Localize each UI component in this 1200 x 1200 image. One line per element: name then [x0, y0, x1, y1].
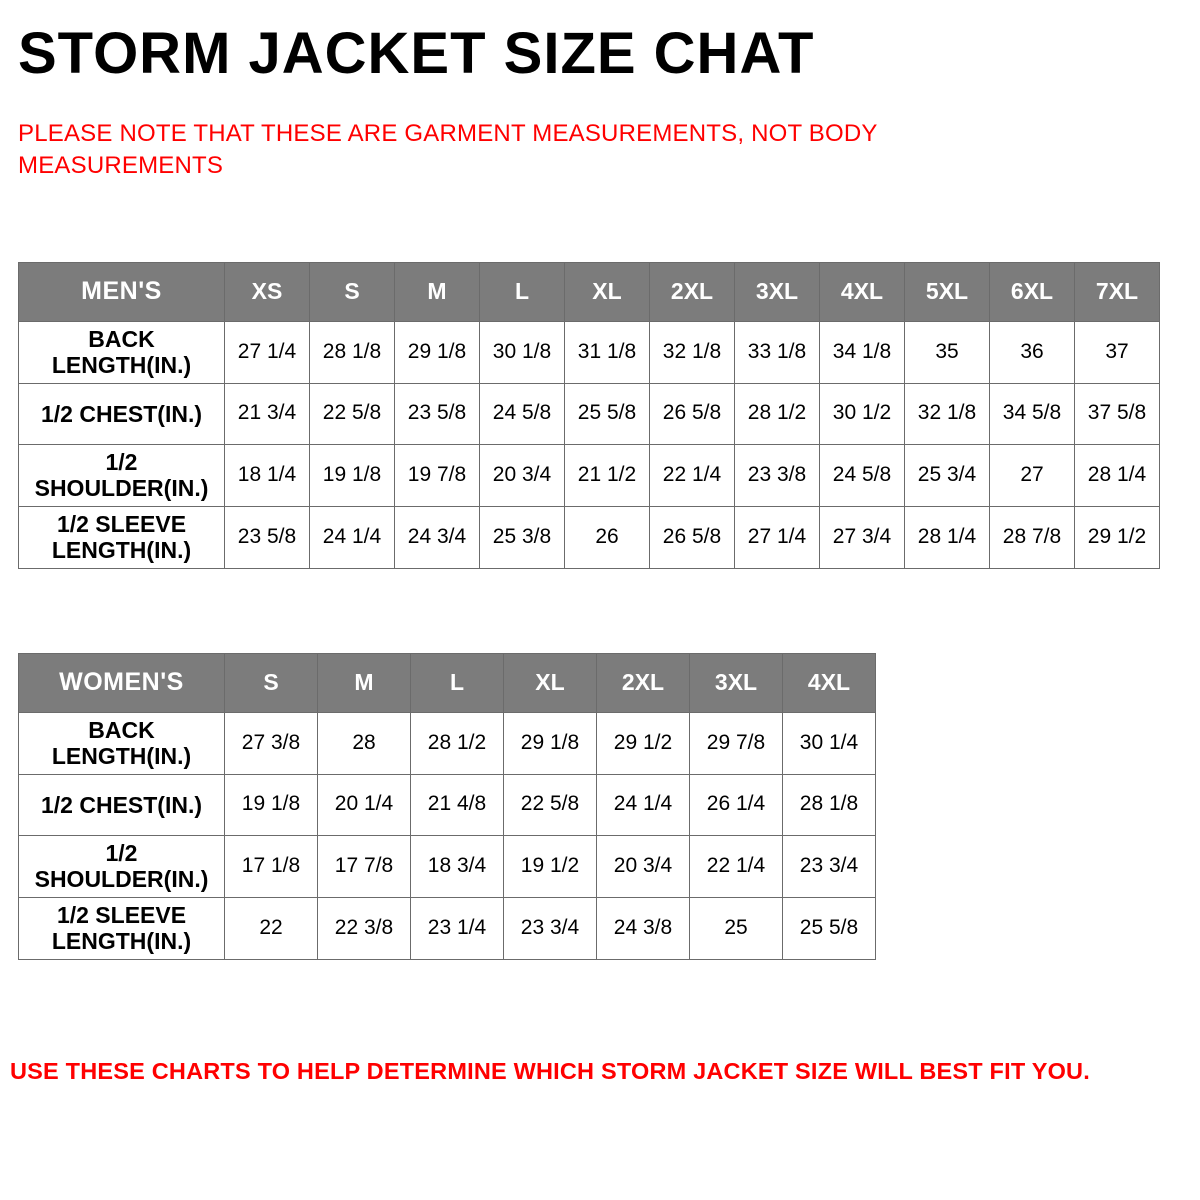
size-header-xs: XS	[225, 263, 310, 322]
measurement-cell: 19 7/8	[395, 444, 480, 506]
measurement-cell: 23 1/4	[411, 897, 504, 959]
measurement-cell: 24 3/4	[395, 506, 480, 568]
measurement-cell: 32 1/8	[905, 383, 990, 444]
measurement-cell: 29 1/2	[597, 713, 690, 775]
table-row	[19, 322, 1160, 384]
measurement-cell: 34 1/8	[820, 322, 905, 384]
size-header-4xl: 4XL	[783, 654, 876, 713]
measurement-note: PLEASE NOTE THAT THESE ARE GARMENT MEASUREMENTS, NOT BODY MEASUREMENTS	[18, 120, 878, 180]
measurement-cell: 22 3/8	[318, 897, 411, 959]
size-header-7xl: 7XL	[1075, 263, 1160, 322]
size-header-m: M	[318, 654, 411, 713]
measurement-cell: 21 1/2	[565, 444, 650, 506]
measurement-cell: 20 3/4	[597, 835, 690, 897]
measurement-cell: 26 5/8	[650, 383, 735, 444]
table-row	[19, 444, 1160, 506]
table-row	[19, 897, 876, 959]
size-header-4xl: 4XL	[820, 263, 905, 322]
measurement-cell: 27 3/8	[225, 713, 318, 775]
measurement-cell: 23 5/8	[395, 383, 480, 444]
measurement-cell: 19 1/8	[310, 444, 395, 506]
measurement-cell: 26 5/8	[650, 506, 735, 568]
measurement-cell: 26 1/4	[690, 774, 783, 835]
table-header-row	[19, 263, 1160, 322]
table-row	[19, 506, 1160, 568]
measurement-cell: 17 1/8	[225, 835, 318, 897]
mens-corner-label: MEN'S	[19, 263, 225, 322]
measurement-cell: 36	[990, 322, 1075, 384]
measurement-cell: 25 3/4	[905, 444, 990, 506]
measurement-row-label: 1/2 CHEST(IN.)	[19, 383, 225, 444]
measurement-row-label: BACK LENGTH(IN.)	[19, 322, 225, 384]
size-header-2xl: 2XL	[650, 263, 735, 322]
mens-size-table	[18, 262, 1160, 569]
measurement-cell: 19 1/2	[504, 835, 597, 897]
measurement-cell: 22 1/4	[690, 835, 783, 897]
measurement-cell: 17 7/8	[318, 835, 411, 897]
measurement-row-label: 1/2 SHOULDER(IN.)	[19, 835, 225, 897]
measurement-cell: 24 1/4	[310, 506, 395, 568]
measurement-cell: 20 3/4	[480, 444, 565, 506]
measurement-cell: 27 1/4	[735, 506, 820, 568]
measurement-cell: 18 3/4	[411, 835, 504, 897]
measurement-cell: 22 5/8	[504, 774, 597, 835]
measurement-cell: 29 7/8	[690, 713, 783, 775]
size-header-2xl: 2XL	[597, 654, 690, 713]
measurement-cell: 25 5/8	[783, 897, 876, 959]
womens-size-table-wrapper	[18, 653, 876, 960]
measurement-cell: 30 1/8	[480, 322, 565, 384]
measurement-cell: 27 3/4	[820, 506, 905, 568]
measurement-cell: 25 5/8	[565, 383, 650, 444]
measurement-cell: 29 1/8	[395, 322, 480, 384]
size-header-l: L	[480, 263, 565, 322]
measurement-cell: 33 1/8	[735, 322, 820, 384]
mens-table-header	[19, 263, 1160, 322]
measurement-row-label: BACK LENGTH(IN.)	[19, 713, 225, 775]
measurement-cell: 24 1/4	[597, 774, 690, 835]
measurement-cell: 28	[318, 713, 411, 775]
size-header-s: S	[310, 263, 395, 322]
measurement-cell: 28 1/4	[1075, 444, 1160, 506]
measurement-cell: 28 7/8	[990, 506, 1075, 568]
size-header-m: M	[395, 263, 480, 322]
measurement-cell: 35	[905, 322, 990, 384]
mens-size-table-wrapper	[18, 262, 1160, 569]
measurement-row-label: 1/2 CHEST(IN.)	[19, 774, 225, 835]
measurement-cell: 21 3/4	[225, 383, 310, 444]
size-header-3xl: 3XL	[690, 654, 783, 713]
womens-table-body	[19, 713, 876, 960]
measurement-cell: 28 1/8	[310, 322, 395, 384]
measurement-cell: 24 3/8	[597, 897, 690, 959]
page-title: STORM JACKET SIZE CHAT	[18, 21, 815, 86]
measurement-cell: 29 1/8	[504, 713, 597, 775]
table-row	[19, 383, 1160, 444]
measurement-row-label: 1/2 SLEEVE LENGTH(IN.)	[19, 506, 225, 568]
size-header-xl: XL	[504, 654, 597, 713]
measurement-cell: 22 1/4	[650, 444, 735, 506]
measurement-cell: 37 5/8	[1075, 383, 1160, 444]
measurement-cell: 24 5/8	[480, 383, 565, 444]
measurement-cell: 21 4/8	[411, 774, 504, 835]
measurement-cell: 23 3/4	[504, 897, 597, 959]
measurement-cell: 24 5/8	[820, 444, 905, 506]
measurement-cell: 22 5/8	[310, 383, 395, 444]
table-row	[19, 713, 876, 775]
size-header-s: S	[225, 654, 318, 713]
measurement-cell: 27	[990, 444, 1075, 506]
measurement-cell: 23 3/4	[783, 835, 876, 897]
footer-note: USE THESE CHARTS TO HELP DETERMINE WHICH STORM JACKET SIZE WILL BEST FIT YOU.	[10, 1058, 1090, 1084]
measurement-cell: 20 1/4	[318, 774, 411, 835]
womens-table-header	[19, 654, 876, 713]
measurement-cell: 18 1/4	[225, 444, 310, 506]
measurement-cell: 34 5/8	[990, 383, 1075, 444]
womens-corner-label: WOMEN'S	[19, 654, 225, 713]
mens-table-body	[19, 322, 1160, 569]
table-row	[19, 774, 876, 835]
measurement-cell: 30 1/4	[783, 713, 876, 775]
measurement-cell: 28 1/4	[905, 506, 990, 568]
measurement-cell: 37	[1075, 322, 1160, 384]
measurement-cell: 19 1/8	[225, 774, 318, 835]
measurement-cell: 27 1/4	[225, 322, 310, 384]
size-header-l: L	[411, 654, 504, 713]
measurement-cell: 22	[225, 897, 318, 959]
size-header-6xl: 6XL	[990, 263, 1075, 322]
size-header-5xl: 5XL	[905, 263, 990, 322]
measurement-cell: 31 1/8	[565, 322, 650, 384]
measurement-cell: 32 1/8	[650, 322, 735, 384]
measurement-cell: 25	[690, 897, 783, 959]
measurement-cell: 30 1/2	[820, 383, 905, 444]
measurement-row-label: 1/2 SLEEVE LENGTH(IN.)	[19, 897, 225, 959]
measurement-cell: 23 3/8	[735, 444, 820, 506]
measurement-cell: 28 1/2	[411, 713, 504, 775]
measurement-cell: 23 5/8	[225, 506, 310, 568]
measurement-cell: 28 1/8	[783, 774, 876, 835]
measurement-cell: 28 1/2	[735, 383, 820, 444]
table-row	[19, 835, 876, 897]
measurement-row-label: 1/2 SHOULDER(IN.)	[19, 444, 225, 506]
measurement-cell: 26	[565, 506, 650, 568]
table-header-row	[19, 654, 876, 713]
womens-size-table	[18, 653, 876, 960]
size-header-xl: XL	[565, 263, 650, 322]
size-header-3xl: 3XL	[735, 263, 820, 322]
measurement-cell: 25 3/8	[480, 506, 565, 568]
measurement-cell: 29 1/2	[1075, 506, 1160, 568]
